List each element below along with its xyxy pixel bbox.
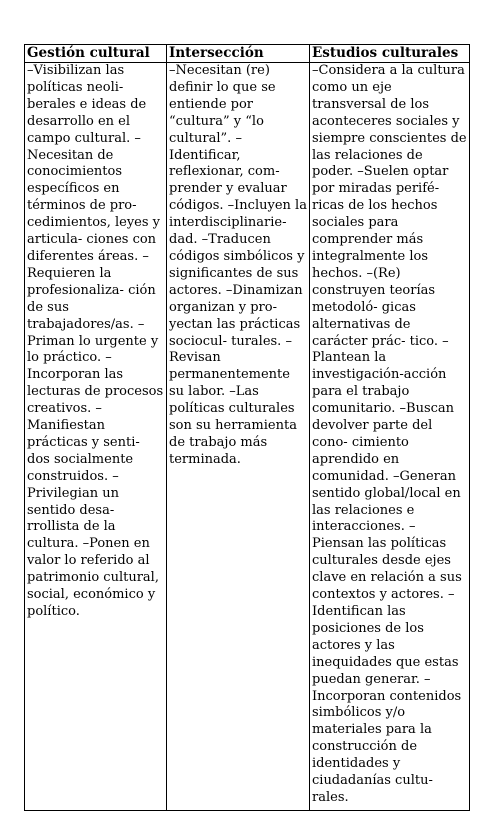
cell-estudios-culturales: –Considera a la cultura como un eje transversal de los aconteceres sociales y siempre conscientes de las relaciones de poder. –Suelen optar por miradas perifé- ricas de los hechos sociales para comprender más integralmente los hechos. –(Re) construyen teorías metodoló- gicas alternativas de carácter prác- tico. –Plantean la investigación-acción para el trabajo comunitario. –Buscan devolver parte del cono- cimiento aprendido en comunidad. –Generan sentido global/local en las relaciones e interacciones. –Piensan las políticas culturales desde ejes clave en relación a sus contextos y actores. –Identifican las posiciones de los actores y las inequidades que estas puedan generar. –Incorporan contenidos simbólicos y/o materiales para la construcción de identidades y ciudadanías cultu- rales. xyxy=(310,63,470,811)
header-estudios-culturales: Estudios culturales xyxy=(310,45,470,63)
cell-gestion-cultural: –Visibilizan las políticas neoli- berales e ideas de desarrollo en el campo cultural. –Necesitan de conocimientos específicos en términos de pro- cedimientos, leyes y articula- ciones con diferentes áreas. –Requieren la profesionaliza- ción de sus trabajadores/as. –Priman lo urgente y lo práctico. –Incorporan las lecturas de procesos creativos. –Manifiestan prácticas y senti- dos socialmente construidos. –Privilegian un sentido desa- rrollista de la cultura. –Ponen en valor lo referido al patrimonio cultural, social, económico y político. xyxy=(25,63,167,811)
header-interseccion: Intersección xyxy=(167,45,310,63)
header-gestion-cultural: Gestión cultural xyxy=(25,45,167,63)
table-row xyxy=(25,63,470,811)
cell-interseccion: –Necesitan (re) definir lo que se entiende por “cultura” y “lo cultural”. –Identificar, reflexionar, com- prender y evaluar códigos. –Incluyen la interdisciplinarie- dad. –Traducen códigos simbólicos y significantes de sus actores. –Dinamizan organizan y pro- yectan las prácticas sociocul- turales. –Revisan permanentemente su labor. –Las políticas culturales son su herramienta de trabajo más terminada. xyxy=(167,63,310,811)
comparison-table xyxy=(24,44,470,811)
header-row xyxy=(25,45,470,63)
